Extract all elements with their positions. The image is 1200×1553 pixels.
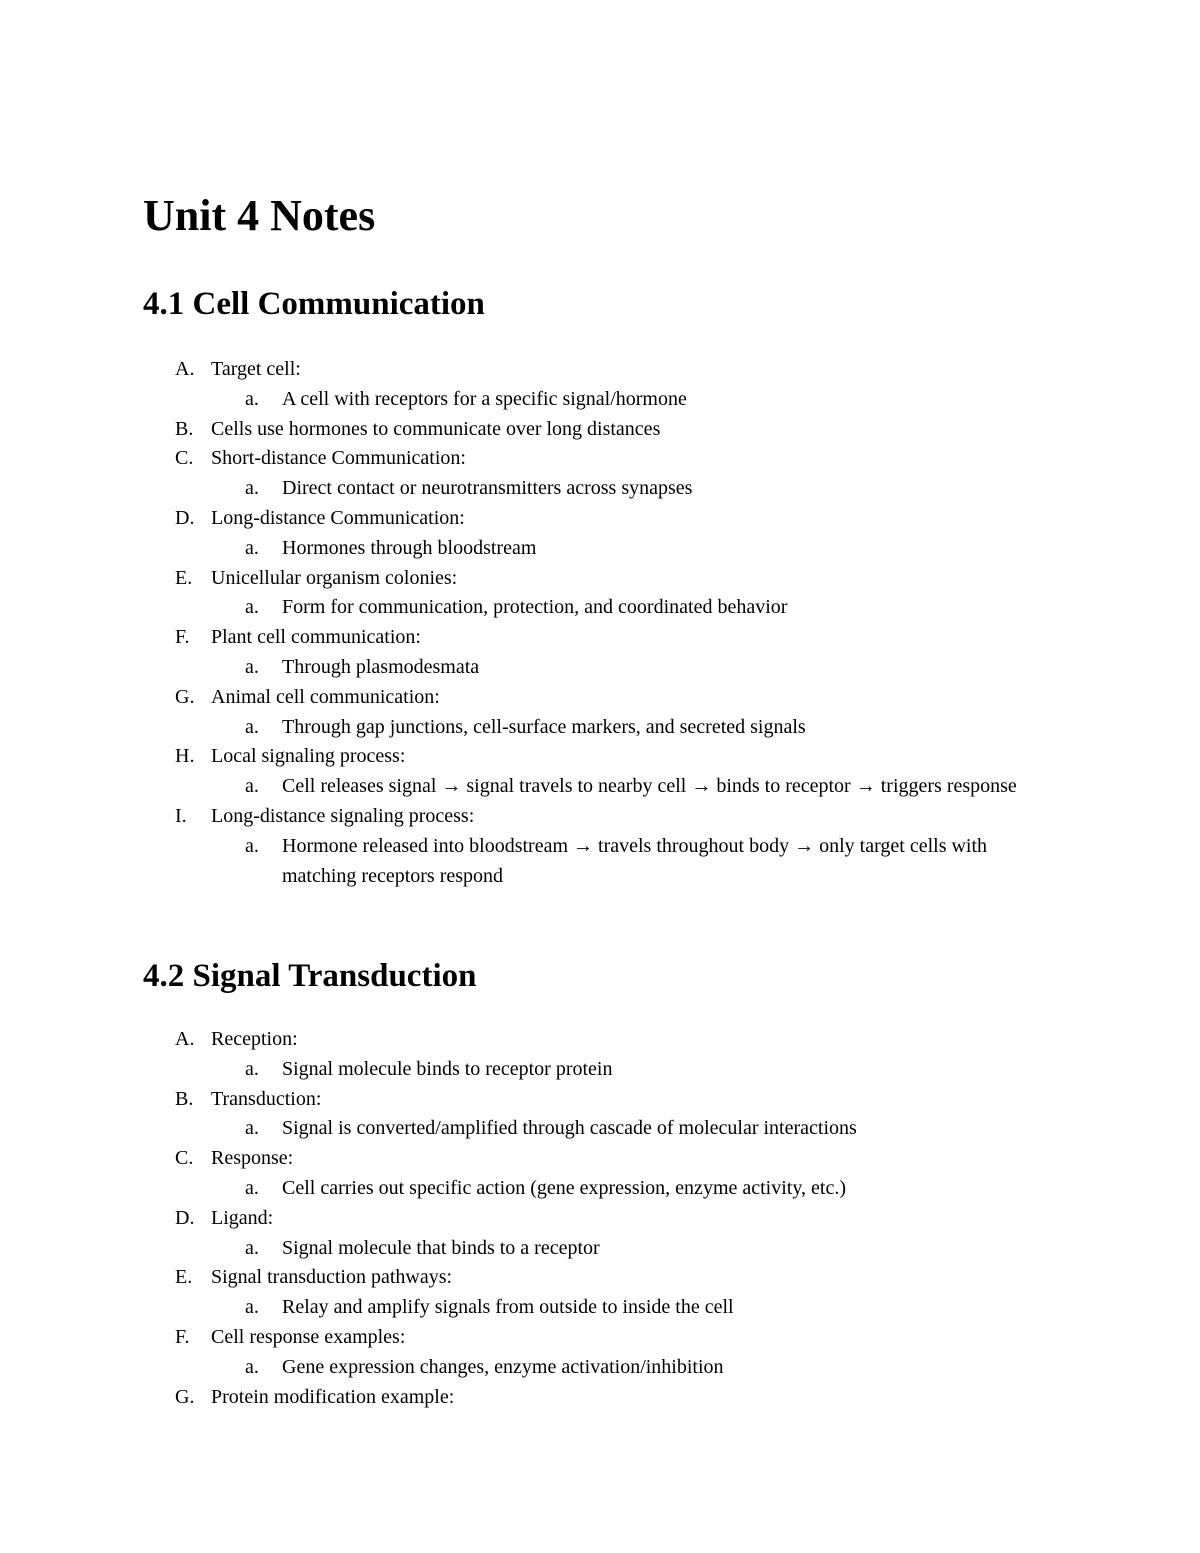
outline-sub-item-marker: a. xyxy=(245,1355,259,1378)
outline-item-label: Plant cell communication: xyxy=(211,626,421,649)
outline-item-label: Long-distance Communication: xyxy=(211,506,465,529)
outline-sub-item-text: Cell releases signal → signal travels to nearby cell → binds to receptor → triggers response xyxy=(282,775,1017,798)
outline-item-label: Local signaling process: xyxy=(211,745,406,768)
outline-sub-item xyxy=(0,772,1042,802)
outline-sub-item-marker: a. xyxy=(245,1296,259,1319)
section-heading-cell-communication: 4.1 Cell Communication xyxy=(143,286,485,322)
outline-sub-item-text: Gene expression changes, enzyme activation/inhibition xyxy=(282,1355,724,1378)
outline-sub-item-marker: a. xyxy=(245,1236,259,1259)
outline-item-marker: H. xyxy=(175,745,195,768)
cell-communication-outline xyxy=(0,355,1200,891)
outline-sub-list xyxy=(211,832,1200,892)
outline-sub-item-marker: a. xyxy=(245,387,259,410)
outline-sub-item-text: Signal molecule binds to receptor protein xyxy=(282,1057,613,1080)
outline-item-marker: B. xyxy=(175,417,194,440)
outline-item-label: Short-distance Communication: xyxy=(211,447,466,470)
outline-item-label: Long-distance signaling process: xyxy=(211,804,475,827)
outline-item-marker: B. xyxy=(175,1087,194,1110)
outline-item-label: Cell response examples: xyxy=(211,1325,406,1348)
outline-sub-list xyxy=(211,593,1200,623)
outline-item-label: Cells use hormones to communicate over long distances xyxy=(211,417,661,440)
outline-sub-item xyxy=(0,1055,1042,1085)
outline-item-label: Target cell: xyxy=(211,358,301,380)
outline-item-label: Protein modification example: xyxy=(211,1385,455,1408)
outline-sub-item xyxy=(0,653,1042,683)
outline-sub-item-text: Through plasmodesmata xyxy=(282,655,480,678)
outline-item-marker: F. xyxy=(175,1325,190,1348)
outline-sub-item xyxy=(0,385,1042,415)
outline-sub-list xyxy=(211,1114,1200,1144)
outline-sub-item xyxy=(0,1293,1042,1323)
document-title: Unit 4 Notes xyxy=(143,191,376,240)
outline-sub-item-text: Signal molecule that binds to a receptor xyxy=(282,1236,600,1259)
outline-sub-item-text: Form for communication, protection, and coordinated behavior xyxy=(282,596,788,619)
outline-sub-list xyxy=(211,534,1200,564)
outline-sub-item-marker: a. xyxy=(245,834,259,857)
outline-item-label: Ligand: xyxy=(211,1206,274,1229)
outline-item xyxy=(0,504,1200,564)
outline-item-marker: F. xyxy=(175,626,190,649)
outline-sub-item-marker: a. xyxy=(245,715,259,738)
outline-item-label: Signal transduction pathways: xyxy=(211,1266,453,1289)
outline-item-label: Reception: xyxy=(211,1028,298,1050)
outline-sub-item-text: Relay and amplify signals from outside to inside the cell xyxy=(282,1296,734,1319)
outline-item xyxy=(0,683,1200,743)
outline-sub-item-text: Cell carries out specific action (gene expression, enzyme activity, etc.) xyxy=(282,1176,847,1199)
outline-sub-item-text: Hormones through bloodstream xyxy=(282,536,537,559)
outline-item xyxy=(0,1085,1200,1145)
outline-item xyxy=(0,444,1200,504)
outline-sub-list xyxy=(211,1293,1200,1323)
outline-sub-item-marker: a. xyxy=(245,477,259,500)
outline-item xyxy=(0,742,1200,802)
outline-sub-item xyxy=(0,593,1042,623)
outline-sub-list xyxy=(211,653,1200,683)
outline-sub-list xyxy=(211,474,1200,504)
outline-item xyxy=(0,564,1200,624)
outline-sub-item xyxy=(0,713,1042,743)
outline-item-marker: A. xyxy=(175,358,195,380)
outline-item-marker: I. xyxy=(175,804,187,827)
outline-item xyxy=(0,415,1200,445)
outline-sub-item xyxy=(0,474,1042,504)
outline-sub-item xyxy=(0,1234,1042,1264)
outline-sub-item-marker: a. xyxy=(245,1117,259,1140)
outline-item-label: Transduction: xyxy=(211,1087,322,1110)
outline-sub-item xyxy=(0,534,1042,564)
outline-item-marker: D. xyxy=(175,506,195,529)
outline-item-marker: G. xyxy=(175,685,195,708)
outline-sub-list xyxy=(211,385,1200,415)
outline-sub-item xyxy=(0,1353,1042,1383)
outline-sub-list xyxy=(211,713,1200,743)
outline-item-marker: A. xyxy=(175,1028,195,1050)
signal-transduction-outline xyxy=(0,1025,1200,1412)
outline-sub-list xyxy=(211,1234,1200,1264)
outline-sub-item-text: Direct contact or neurotransmitters across synapses xyxy=(282,477,693,500)
outline-item xyxy=(0,802,1200,891)
outline-item-label: Animal cell communication: xyxy=(211,685,440,708)
outline-sub-item-text: Signal is converted/amplified through cascade of molecular interactions xyxy=(282,1117,857,1140)
outline-sub-item-marker: a. xyxy=(245,775,259,798)
outline-sub-list xyxy=(211,1353,1200,1383)
outline-item-marker: C. xyxy=(175,1147,194,1170)
outline-item-label: Response: xyxy=(211,1147,294,1170)
outline-item xyxy=(0,623,1200,683)
outline-item-marker: D. xyxy=(175,1206,195,1229)
outline-item-label: Unicellular organism colonies: xyxy=(211,566,458,589)
outline-sub-list xyxy=(211,1174,1200,1204)
outline-item xyxy=(0,1204,1200,1264)
outline-sub-list xyxy=(211,1055,1200,1085)
outline-sub-item-marker: a. xyxy=(245,655,259,678)
outline-item xyxy=(0,1263,1200,1323)
outline-item xyxy=(0,1144,1200,1204)
outline-sub-item-text: A cell with receptors for a specific signal/hormone xyxy=(282,387,687,410)
outline-sub-item-marker: a. xyxy=(245,1176,259,1199)
outline-sub-item-text: Through gap junctions, cell-surface markers, and secreted signals xyxy=(282,715,806,738)
outline-sub-item-marker: a. xyxy=(245,1057,259,1080)
outline-item xyxy=(0,1025,1200,1085)
outline-sub-item-marker: a. xyxy=(245,596,259,619)
outline-sub-list xyxy=(211,772,1200,802)
outline-item-marker: E. xyxy=(175,566,193,589)
outline-item-marker: E. xyxy=(175,1266,193,1289)
outline-item-marker: G. xyxy=(175,1385,195,1408)
outline-item-marker: C. xyxy=(175,447,194,470)
outline-item xyxy=(0,355,1200,415)
outline-sub-item-marker: a. xyxy=(245,536,259,559)
outline-sub-item xyxy=(0,1114,1042,1144)
section-heading-signal-transduction: 4.2 Signal Transduction xyxy=(143,958,477,994)
outline-sub-item-text: Hormone released into bloodstream → travels throughout body → only target cells with matching receptors respond xyxy=(282,834,988,887)
outline-sub-item xyxy=(0,1174,1042,1204)
outline-item xyxy=(0,1323,1200,1383)
outline-sub-item xyxy=(0,832,1042,892)
outline-item xyxy=(0,1383,1200,1413)
